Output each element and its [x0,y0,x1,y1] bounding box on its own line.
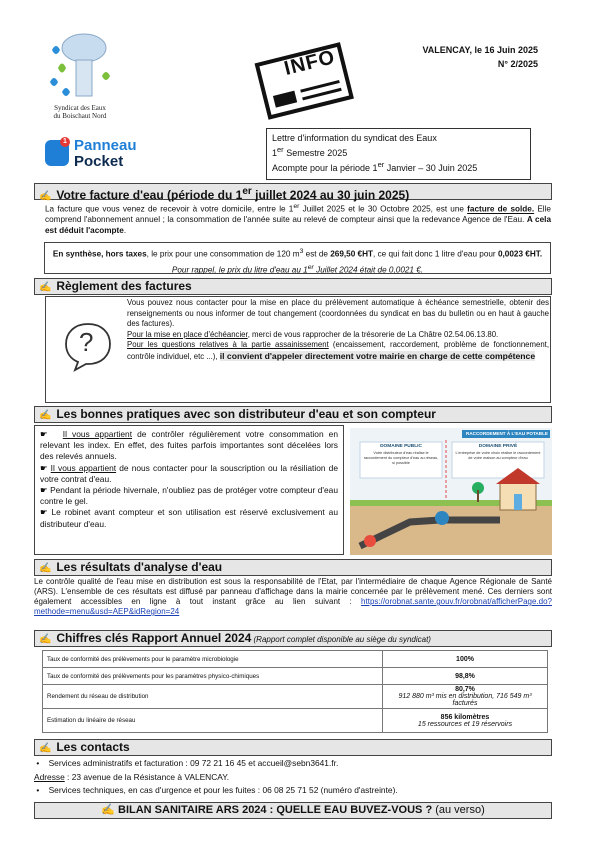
finger-icon: ☛ [40,462,48,473]
issue-number: N° 2/2025 [497,59,538,69]
notification-badge: 1 [60,137,70,147]
table-row [43,651,548,668]
logo-caption-2: du Boischaut Nord [53,112,107,120]
hand-writing-icon: ✍ [39,634,52,645]
bilan-sanitaire-banner: ✍ BILAN SANITAIRE ARS 2024 : QUELLE EAU BUVEZ-VOUS ? (au verso) [34,802,552,819]
panneau-pocket-icon [45,140,69,166]
orobnat-link[interactable]: https://orobnat.sante.gouv.fr/orobnat/afficherPage.do?methode=menu&usd=AEP&idRegion=24 [34,597,552,616]
syndicat-logo [40,30,120,122]
table-row [43,685,548,709]
row-label: Estimation du linéaire de réseau [43,709,383,733]
row-label: Rendement du réseau de distribution [43,685,383,709]
contacts-list [34,757,552,798]
lettre-line-1: Lettre d'information du syndicat des Eaux [272,133,437,143]
hand-writing-icon: ✍ [39,282,52,293]
info-newspaper-graphic [248,40,360,120]
question-bubble-icon: ? [62,320,114,372]
panneau-label: Panneau [74,137,137,154]
pocket-label: Pocket [74,153,124,170]
hand-writing-icon: ✍ [39,563,52,574]
chiffres-table [42,650,548,733]
section-reglement-title: ✍ Règlement des factures [34,278,552,295]
reglement-text: Vous pouvez nous contacter pour la mise en place du prélèvement automatique à échéance semestrielle, obtenir des renseignements ou nous informer de tout changement (coordonnées du syndicat en bas du bulletin ou en haut à gauche des factures). Pour la mise en place d'échéancier, merci de vous rapprocher de la trésorerie de La Châtre 02.54.06.13.80. Pour les questions relatives à la partie assainissement (encaissement, raccordement, problème de fonctionnement, contrôle individuel, etc ...), il convient d'appeler directement votre mairie en charge de cette compétence [127,298,550,361]
lettre-info-box [266,128,531,180]
row-value: 100% [383,651,548,668]
hand-writing-icon: ✍ [39,743,52,754]
hand-writing-icon: ✍ [39,410,52,421]
hand-writing-icon: ✍ [101,804,115,816]
table-row [43,668,548,685]
finger-icon: ☛ [40,485,48,496]
section-pratiques-title: ✍ Les bonnes pratiques avec son distributeur d'eau et son compteur [34,406,552,423]
row-value: 98,8% [383,668,548,685]
synthese-box: En synthèse, hors taxes, le prix pour une consommation de 120 $m^3$ est de 269,50 €HT, ce qui fait donc 1 litre d'eau pour 0,0023 €HT. Pour rappel, le prix du litre d'eau au 1er Juillet 2024 était de 0,0021 €. [44,242,551,274]
panneau-pocket-logo [45,138,165,172]
section-chiffres-title: ✍ Chiffres clés Rapport Annuel 2024 (Rapport complet disponible au siège du syndicat) [34,630,552,647]
row-value: 80,7% 912 880 m³ mis en distribution, 716 549 m³ facturés [383,685,548,709]
water-tower-icon [40,30,120,104]
finger-icon: ☛ [40,507,48,518]
row-label: Taux de conformité des prélèvements pour le paramètre microbiologie [43,651,383,668]
place-date: VALENCAY, le 16 Juin 2025 [422,45,538,55]
row-value: 856 kilomètres 15 ressources et 19 réservoirs [383,709,548,733]
section-analyse-title: ✍ Les résultats d'analyse d'eau [34,559,552,576]
pratiques-box: ☛ Il vous appartient de contrôler régulièrement votre consommation en relevant les index. En effet, des fuites parfois importantes sont décelées lors des relevés annuels. ☛ Il vous appartient de nous contacter pour la souscription ou la résiliation de votre contrat d'eau. ☛ Pendant la période hivernale, n'oubliez pas de protéger votre compteur d'eau contre le gel. ☛ Le robinet avant compteur et son utilisation est réservé exclusivement au distributeur d'eau. [34,425,344,555]
section-contacts-title: ✍ Les contacts [34,739,552,756]
facture-paragraph: La facture que vous venez de recevoir à votre domicile, entre le 1er Juillet 2025 et le 30 Octobre 2025, est une facture de solde. Elle comprend l'abonnement annuel ; la consommation de l'année suite au relevé de compteur ainsi que la redevance Agence de l'Eau. A cela est déduit l'acompte. [45,203,551,235]
info-label: INFO [281,46,338,80]
contact-address: Adresse : 23 avenue de la Résistance à VALENCAY. [34,771,230,782]
lettre-line-3: Acompte pour la période 1er Janvier – 30 Juin 2025 [272,160,478,173]
hand-writing-icon: ✍ [39,191,52,202]
row-label: Taux de conformité des prélèvements pour les paramètres physico-chimiques [43,668,383,685]
lettre-line-2: 1er Semestre 2025 [272,145,348,158]
table-row [43,709,548,733]
analyse-paragraph: Le contrôle qualité de l'eau mise en distribution est sous la responsabilité de l'Etat, par l'intermédiaire de chaque Agence Régionale de Santé (ARS). L'ensemble de ces résultats est diffusé par panneau d'affichage dans la mairie concernée par le prélèvement mené. Ces derniers sont également accessibles en ligne à tout instant grâce au lien suivant : https://orobnat.sante.gouv.fr/orobnat/afficherPage.do?methode=menu&usd=AEP&idRegion=24 [34,577,552,616]
raccordement-illustration: RACCORDEMENT À L'EAU POTABLE DOMAINE PUBLIC Votre distributeur d'eau réalise le raccordement du compteur d'eau au réseau, si possible DOMAINE PRIVÉ L'entreprise de votre choix réalise le raccordement de votre maison au compteur d'eau [350,428,552,555]
section-facture-title: ✍ Votre facture d'eau (période du 1er juillet 2024 au 30 juin 2025) [34,183,552,200]
finger-icon: ☛ [40,429,48,439]
contact-admin: • Services administratifs et facturation : 09 72 21 16 45 et accueil@sebn3641.fr. [36,758,339,768]
contact-tech: • Services techniques, en cas d'urgence et pour les fuites : 06 08 25 71 52 (numéro d'astreinte). [36,785,398,795]
logo-caption-1: Syndicat des Eaux [54,104,106,112]
